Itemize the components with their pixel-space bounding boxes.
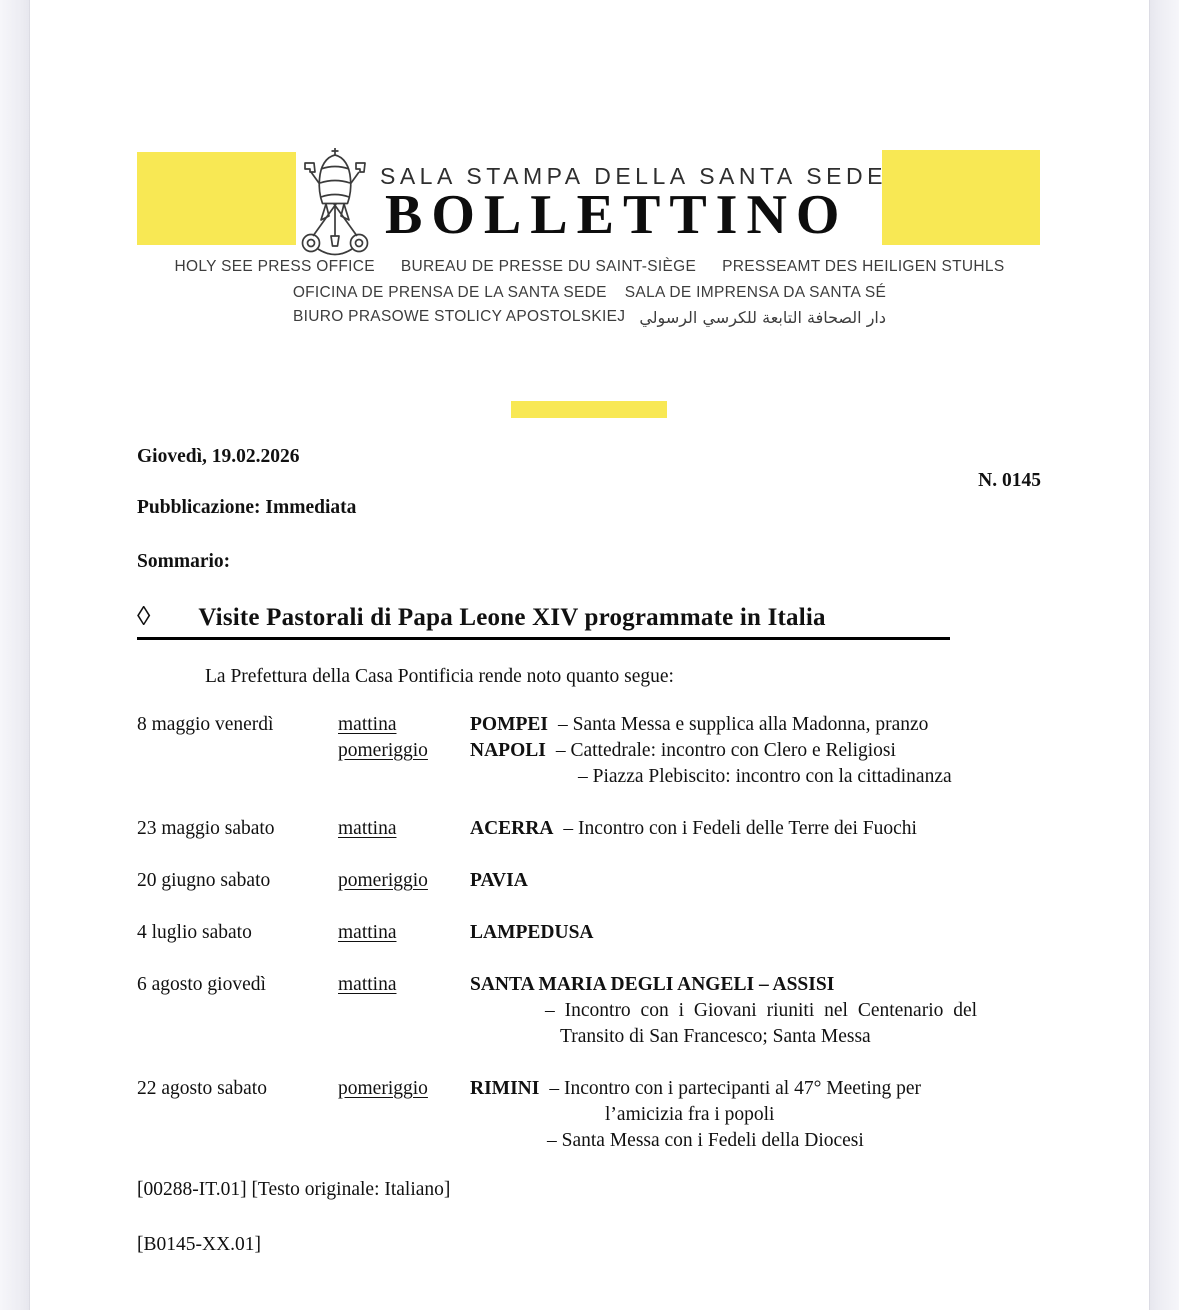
- schedule-desc: Transito di San Francesco; Santa Messa: [560, 1026, 871, 1047]
- schedule-time: pomeriggio: [338, 740, 428, 761]
- diamond-bullet-icon: ◊: [137, 601, 151, 631]
- schedule-date: 20 giugno sabato: [137, 870, 271, 891]
- masthead-yellow-band-right: [882, 150, 1040, 245]
- bulletin-date: Giovedì, 19.02.2026: [137, 446, 300, 467]
- schedule-event: [470, 738, 896, 764]
- schedule-place: ACERRA: [470, 818, 554, 839]
- schedule-event: [470, 920, 594, 946]
- schedule-date: 6 agosto giovedì: [137, 974, 266, 995]
- schedule-desc: – Cattedrale: incontro con Clero e Religiosi: [555, 740, 896, 761]
- schedule-desc: – Incontro con i partecipanti al 47° Meeting per: [549, 1078, 922, 1099]
- office-label: SALA DE IMPRENSA DA SANTA SÉ: [624, 284, 887, 301]
- schedule-event: [470, 868, 528, 894]
- schedule-time: pomeriggio: [338, 1078, 428, 1099]
- schedule-desc: – Incontro con i Fedeli delle Terre dei Fuochi: [563, 818, 917, 839]
- offices-line-2: [0, 284, 1179, 302]
- schedule-event: [470, 816, 917, 842]
- schedule-time: mattina: [338, 974, 397, 995]
- page-edge-right: [1149, 0, 1179, 1310]
- office-label-arabic: دار الصحافة التابعة للكرسي الرسولي: [639, 308, 886, 327]
- schedule-date: 4 luglio sabato: [137, 922, 252, 943]
- offices-line-3: [0, 308, 1179, 327]
- summary-label: Sommario:: [137, 551, 231, 572]
- schedule-row-continuation: [137, 1102, 1077, 1128]
- schedule-row-continuation: [137, 764, 1077, 790]
- schedule-place: NAPOLI: [470, 740, 546, 761]
- schedule-row-continuation: [137, 1024, 1077, 1050]
- schedule-place: POMPEI: [470, 714, 548, 735]
- bulletin-code-line: [B0145-XX.01]: [137, 1234, 262, 1255]
- schedule-event: [470, 972, 834, 998]
- schedule-row: [137, 816, 1077, 842]
- schedule-row: [137, 972, 1077, 998]
- schedule-place: SANTA MARIA DEGLI ANGELI – ASSISI: [470, 974, 835, 995]
- schedule-place: RIMINI: [470, 1078, 540, 1099]
- schedule-row: [137, 712, 1077, 738]
- vatican-emblem-icon: [296, 146, 374, 266]
- office-label: PRESSEAMT DES HEILIGEN STUHLS: [722, 258, 1005, 275]
- schedule-desc: – Santa Messa con i Fedeli della Diocesi: [547, 1130, 864, 1151]
- document-code-line: [00288-IT.01] [Testo originale: Italiano]: [137, 1179, 451, 1200]
- masthead-yellow-band-left: [137, 152, 296, 245]
- offices-line-1: [0, 258, 1179, 276]
- schedule-place: PAVIA: [470, 870, 528, 891]
- page-edge-left: [0, 0, 30, 1310]
- office-label: HOLY SEE PRESS OFFICE: [174, 258, 375, 275]
- schedule-event: [470, 712, 928, 738]
- schedule-desc: – Piazza Plebiscito: incontro con la cittadinanza: [578, 766, 952, 787]
- masthead-name: BOLLETTINO: [385, 184, 849, 246]
- schedule-row: [137, 1076, 1077, 1102]
- schedule-desc: – Santa Messa e supplica alla Madonna, pranzo: [558, 714, 929, 735]
- masthead-yellow-divider: [511, 401, 667, 418]
- bulletin-number: N. 0145: [978, 470, 1041, 491]
- schedule-date: 23 maggio sabato: [137, 818, 275, 839]
- summary-item: [137, 601, 950, 640]
- schedule-date: 8 maggio venerdì: [137, 714, 274, 735]
- schedule-row: [137, 738, 1077, 764]
- schedule-event: [470, 1076, 921, 1102]
- schedule-row-continuation: [137, 998, 1077, 1024]
- schedule-time: pomeriggio: [338, 870, 428, 891]
- schedule-time: mattina: [338, 818, 397, 839]
- schedule-desc: l’amicizia fra i popoli: [605, 1104, 775, 1125]
- schedule-desc: – Incontro con i Giovani riuniti nel Centenario del: [545, 1000, 978, 1021]
- schedule-date: 22 agosto sabato: [137, 1078, 267, 1099]
- intro-paragraph: La Prefettura della Casa Pontificia rende noto quanto segue:: [205, 666, 674, 687]
- schedule-row-continuation: [137, 1128, 1077, 1154]
- masthead-top-title: SALA STAMPA DELLA SANTA SEDE: [380, 163, 887, 189]
- office-label: OFICINA DE PRENSA DE LA SANTA SEDE: [292, 284, 607, 301]
- publication-status: Pubblicazione: Immediata: [137, 497, 357, 518]
- schedule-time: mattina: [338, 714, 397, 735]
- schedule-time: mattina: [338, 922, 397, 943]
- office-label: BIURO PRASOWE STOLICY APOSTOLSKIEJ: [292, 308, 626, 325]
- schedule-row: [137, 868, 1077, 894]
- office-label: BUREAU DE PRESSE DU SAINT-SIÈGE: [400, 258, 697, 275]
- schedule-row: [137, 920, 1077, 946]
- summary-title: Visite Pastorali di Papa Leone XIV programmate in Italia: [198, 604, 826, 631]
- schedule-place: LAMPEDUSA: [470, 922, 594, 943]
